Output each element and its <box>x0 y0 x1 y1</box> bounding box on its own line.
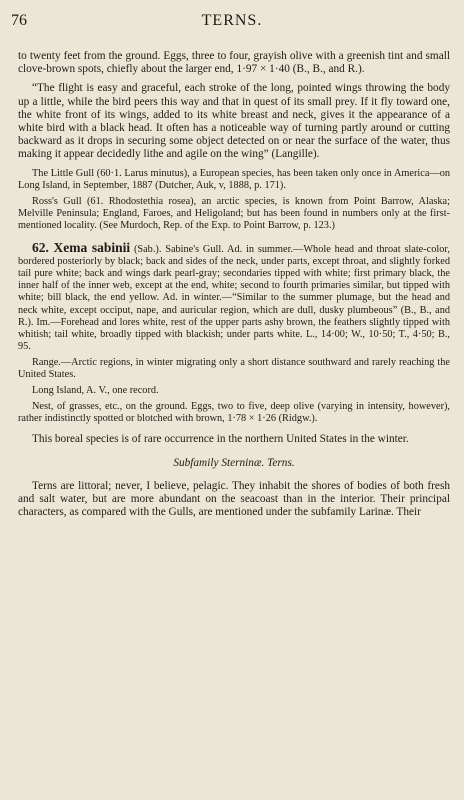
running-title: TERNS. <box>201 12 263 29</box>
paragraph-flight-quote: “The flight is easy and graceful, each stroke of the long, pointed wings throwing the body up a little, while the bird peers this way and that in quest of its small prey. If it fly toward one, the white front of its wings, added to its white breast and neck, gives it the appearance of a white bird with a black head. It often has a noticeable way of turning partly around or cutting backward as it drops in securing some object detected on or near the surface of the water, thus making it appear decidedly lithe and agile on the wing” (Langille). <box>18 82 450 161</box>
species-description: (Sab.). Sabine's Gull. Ad. in summer.—Whole head and throat slate-color, bordered posteriorly by black; back and sides of the neck, under parts, except throat, and slightly forked tail pure white; back and wings dark pearl-gray; secondaries tipped with white; first primary black, the inner half of the inner web, except at the end, white; second to fourth primaries similar, but tipped with white; bill black, the end yellow. Ad. in winter.—“Similar to the summer plumage, but the head and neck white, except occiput, nape, and auricular region, which are dull, dusky plumbeous” (B., B., and R.). Im.—Forehead and lores white, rest of the upper parts ashy brown, the feathers slightly tipped with whitish; tail white, broadly tipped with blackish; under parts white. L., 14·00; W., 10·50; T., 4·50; B., 95. <box>18 244 450 352</box>
paragraph-eggs: to twenty feet from the ground. Eggs, three to four, grayish olive with a greenish tint and small clove-brown spots, chiefly about the larger end, 1·97 × 1·40 (B., B., and R.). <box>18 50 450 76</box>
subfamily-heading: Subfamily Sterninæ. Terns. <box>173 456 295 469</box>
paragraph-nest: Nest, of grasses, etc., on the ground. Eggs, two to five, deep olive (varying in intensity, however), rather indistinctly spotted or blotched with brown, 1·78 × 1·26 (Ridgw.). <box>18 401 450 425</box>
paragraph-range: Range.—Arctic regions, in winter migrating only a short distance southward and rarely reaching the United States. <box>18 356 450 381</box>
page-body <box>18 50 450 519</box>
paragraph-sabines-gull <box>18 242 450 353</box>
paragraph-little-gull: The Little Gull (60·1. Larus minutus), a European species, has been taken only once in America—on Long Island, in September, 1887 (Dutcher, Auk, v, 1888, p. 171). <box>18 167 450 191</box>
paragraph-record: Long Island, A. V., one record. <box>32 385 159 397</box>
paragraph-terns-intro: Terns are littoral; never, I believe, pelagic. They inhabit the shores of bodies of both fresh and salt water, but are more abundant on the seacoast than in the interior. Their principal characters, as compared with the Gulls, are mentioned under the subfamily Larinæ. Their <box>18 479 450 519</box>
page-header <box>11 12 453 34</box>
paragraph-ross-gull: Ross's Gull (61. Rhodostethia rosea), an arctic species, is known from Point Barrow, Alaska; Melville Peninsula; England, Faroes, and Heligoland; but has been found in numbers only at the first-mentioned locality. (See Murdoch, Rep. of the Exp. to Point Barrow, p. 123.) <box>18 195 450 231</box>
page-number: 76 <box>11 12 27 29</box>
species-heading: 62. Xema sabinii <box>32 240 131 256</box>
paragraph-boreal: This boreal species is of rare occurrence in the northern United States in the winter. <box>32 433 409 446</box>
